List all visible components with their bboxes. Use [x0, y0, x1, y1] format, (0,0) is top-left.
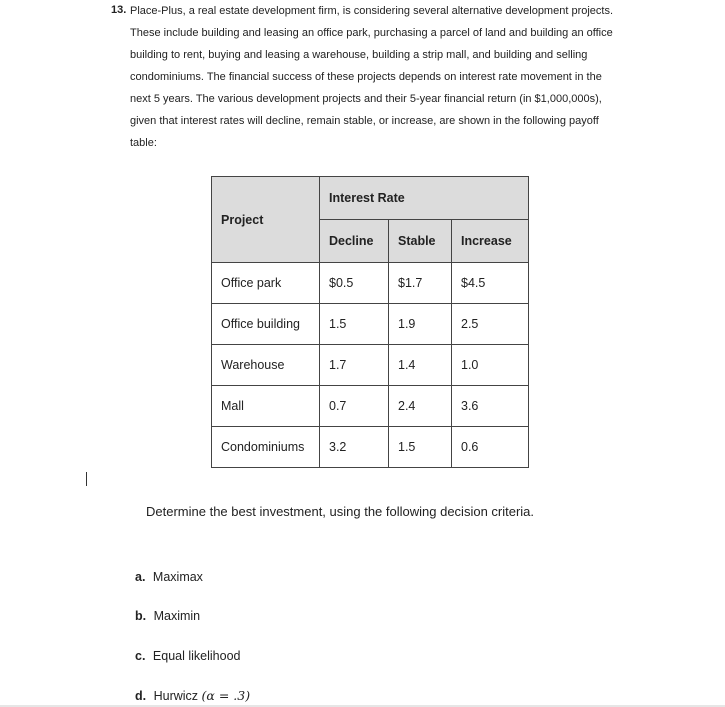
payoff-cell: 2.4	[389, 386, 452, 427]
criterion-d	[135, 688, 250, 703]
table-row	[212, 386, 529, 427]
problem-number: 13.	[111, 4, 127, 16]
table-row	[212, 345, 529, 386]
column-header-decline: Decline	[320, 220, 389, 263]
payoff-cell: 1.9	[389, 304, 452, 345]
criterion-label: Hurwicz	[153, 689, 199, 703]
criterion-label: Maximin	[153, 609, 201, 623]
payoff-table	[211, 176, 529, 468]
criterion-letter: d.	[135, 689, 147, 703]
table-row	[212, 263, 529, 304]
hurwicz-alpha: (α = .3)	[201, 688, 251, 703]
project-name: Condominiums	[212, 427, 320, 468]
table-row	[212, 427, 529, 468]
criterion-label: Maximax	[152, 570, 203, 584]
problem-line: These include building and leasing an office park, purchasing a parcel of land and building an office	[130, 27, 613, 39]
column-header-stable: Stable	[389, 220, 452, 263]
table-row	[212, 304, 529, 345]
criterion-c	[135, 649, 240, 663]
payoff-cell: 0.7	[320, 386, 389, 427]
payoff-cell: 3.2	[320, 427, 389, 468]
column-header-increase: Increase	[452, 220, 529, 263]
payoff-cell: 1.5	[389, 427, 452, 468]
problem-text	[130, 0, 620, 154]
payoff-cell: 1.5	[320, 304, 389, 345]
problem-line: next 5 years. The various development projects and their 5-year financial return (in $1,000,000s),	[130, 93, 602, 105]
problem-line: Place-Plus, a real estate development firm, is considering several alternative development projects.	[130, 5, 614, 17]
payoff-cell: $1.7	[389, 263, 452, 304]
payoff-cell: 3.6	[452, 386, 529, 427]
project-name: Mall	[212, 386, 320, 427]
interest-rate-header: Interest Rate	[320, 177, 529, 220]
instruction-text: Determine the best investment, using the following decision criteria.	[146, 504, 535, 519]
criterion-a	[135, 570, 203, 584]
payoff-cell: 2.5	[452, 304, 529, 345]
payoff-cell: $4.5	[452, 263, 529, 304]
payoff-cell: 1.0	[452, 345, 529, 386]
project-name: Office park	[212, 263, 320, 304]
text-cursor	[86, 472, 87, 486]
payoff-cell: $0.5	[320, 263, 389, 304]
criterion-letter: c.	[135, 649, 146, 663]
criterion-letter: a.	[135, 570, 146, 584]
criterion-b	[135, 609, 200, 623]
project-name: Warehouse	[212, 345, 320, 386]
problem-line: building to rent, buying and leasing a warehouse, building a strip mall, and building and selling	[130, 49, 588, 61]
criterion-label: Equal likelihood	[152, 649, 241, 663]
project-column-header: Project	[212, 177, 320, 263]
problem-line: given that interest rates will decline, remain stable, or increase, are shown in the following payoff	[130, 115, 599, 127]
payoff-cell: 1.4	[389, 345, 452, 386]
criterion-letter: b.	[135, 609, 147, 623]
payoff-cell: 1.7	[320, 345, 389, 386]
project-name: Office building	[212, 304, 320, 345]
payoff-cell: 0.6	[452, 427, 529, 468]
table-header-row	[212, 177, 529, 220]
problem-line: condominiums. The financial success of these projects depends on interest rate movement in the	[130, 71, 602, 83]
problem-line: table:	[130, 137, 157, 149]
